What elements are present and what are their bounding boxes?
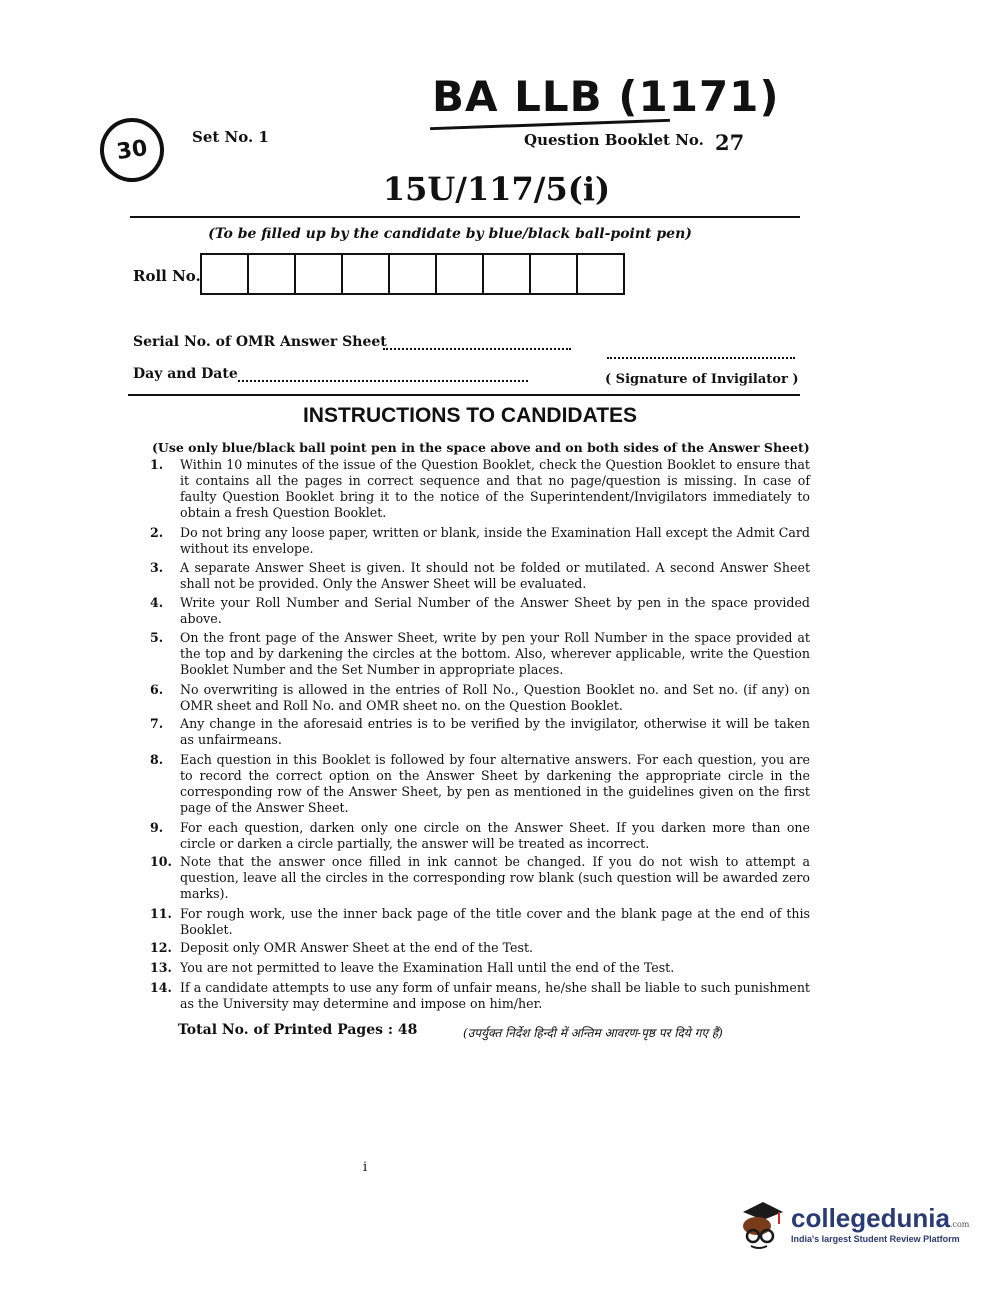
instruction-item: 6. No overwriting is allowed in the entries of Roll No., Question Booklet no. and Set no. (if any) on OMR sheet and Roll No. and OMR sheet no. on the Question Booklet.: [150, 682, 810, 713]
instruction-item: 14. If a candidate attempts to use any form of unfair means, he/she shall be liable to such punishment as the University may determine and impose on him/her.: [150, 980, 810, 1011]
form-rule: [128, 394, 800, 396]
roll-number-boxes[interactable]: [200, 253, 625, 295]
roll-label: Roll No.: [133, 267, 201, 285]
day-date-label: Day and Date: [133, 366, 238, 382]
circled-number: 30: [96, 114, 168, 186]
fill-note: (To be filled up by the candidate by blue/black ball-point pen): [208, 226, 692, 242]
booklet-number: 27: [715, 130, 745, 155]
instruction-item: 2. Do not bring any loose paper, written or blank, inside the Examination Hall except the Admit Card without its envelope.: [150, 525, 810, 556]
instruction-item: 10. Note that the answer once filled in ink cannot be changed. If you do not wish to attempt a question, leave all the circles in the corresponding row blank (such question will be awarded zero marks).: [150, 854, 810, 901]
instruction-item: 11. For rough work, use the inner back page of the title cover and the blank page at the end of this Booklet.: [150, 906, 810, 937]
instruction-item: 12. Deposit only OMR Answer Sheet at the end of the Test.: [150, 940, 534, 955]
roll-box[interactable]: [435, 253, 482, 295]
top-rule: [130, 216, 800, 218]
roll-box[interactable]: [388, 253, 435, 295]
roll-box[interactable]: [247, 253, 294, 295]
serial-field[interactable]: [383, 348, 571, 350]
signature-field[interactable]: [607, 357, 795, 359]
set-number: Set No. 1: [192, 128, 269, 146]
instructions-intro: (Use only blue/black ball point pen in the space above and on both sides of the Answer Sheet): [152, 440, 810, 455]
serial-label: Serial No. of OMR Answer Sheet: [133, 334, 387, 350]
instructions-heading: INSTRUCTIONS TO CANDIDATES: [302, 404, 638, 427]
roll-box[interactable]: [576, 253, 625, 295]
page-mark: i: [363, 1160, 368, 1175]
roll-box[interactable]: [529, 253, 576, 295]
collegedunia-logo: [737, 1198, 969, 1250]
hindi-note: (उपर्युक्त निर्देश हिन्दी में अन्तिम आवरण-पृष्ठ पर दिये गए हैं): [463, 1026, 723, 1040]
paper-code: 15U/117/5(i): [382, 170, 611, 208]
instruction-item: 7. Any change in the aforesaid entries is to be verified by the invigilator, otherwise it will be taken as unfairmeans.: [150, 716, 810, 747]
total-pages: Total No. of Printed Pages : 48: [178, 1022, 418, 1038]
instruction-item: 1. Within 10 minutes of the issue of the Question Booklet, check the Question Booklet to ensure that it contains all the pages in correct sequence and that no page/question is missing. In case of faulty Question Booklet bring it to the notice of the Superintendent/Invigilators immediately to obtain a fresh Question Booklet.: [150, 457, 810, 520]
instruction-item: 9. For each question, darken only one circle on the Answer Sheet. If you darken more than one circle or darken a circle partially, the answer will be treated as incorrect.: [150, 820, 810, 851]
instruction-item: 3. A separate Answer Sheet is given. It should not be folded or mutilated. A second Answer Sheet shall not be provided. Only the Answer Sheet will be evaluated.: [150, 560, 810, 591]
roll-box[interactable]: [341, 253, 388, 295]
roll-box[interactable]: [200, 253, 247, 295]
instruction-item: 13. You are not permitted to leave the Examination Hall until the end of the Test.: [150, 960, 675, 975]
handwritten-title: BA LLB (1171): [432, 72, 780, 121]
brand-tagline: India's largest Student Review Platform: [791, 1233, 960, 1244]
brand-name: collegedunia: [791, 1202, 950, 1233]
booklet-label: Question Booklet No.: [524, 131, 704, 149]
signature-label: ( Signature of Invigilator ): [605, 372, 799, 387]
instruction-item: 4. Write your Roll Number and Serial Number of the Answer Sheet by pen in the space provided above.: [150, 595, 810, 626]
day-date-field[interactable]: [238, 380, 528, 382]
roll-box[interactable]: [294, 253, 341, 295]
instruction-item: 8. Each question in this Booklet is followed by four alternative answers. For each question, you are to record the correct option on the Answer Sheet by darkening the appropriate circle in the corresponding row of the Answer Sheet, by pen as mentioned in the guidelines given on the first page of the Answer Sheet.: [150, 752, 810, 815]
roll-box[interactable]: [482, 253, 529, 295]
instruction-item: 5. On the front page of the Answer Sheet, write by pen your Roll Number in the space provided at the top and by darkening the circles at the bottom. Also, wherever applicable, write the Question Booklet Number and the Set Number in appropriate places.: [150, 630, 810, 677]
brand-domain: .com: [949, 1219, 970, 1229]
mascot-icon: [737, 1198, 785, 1250]
